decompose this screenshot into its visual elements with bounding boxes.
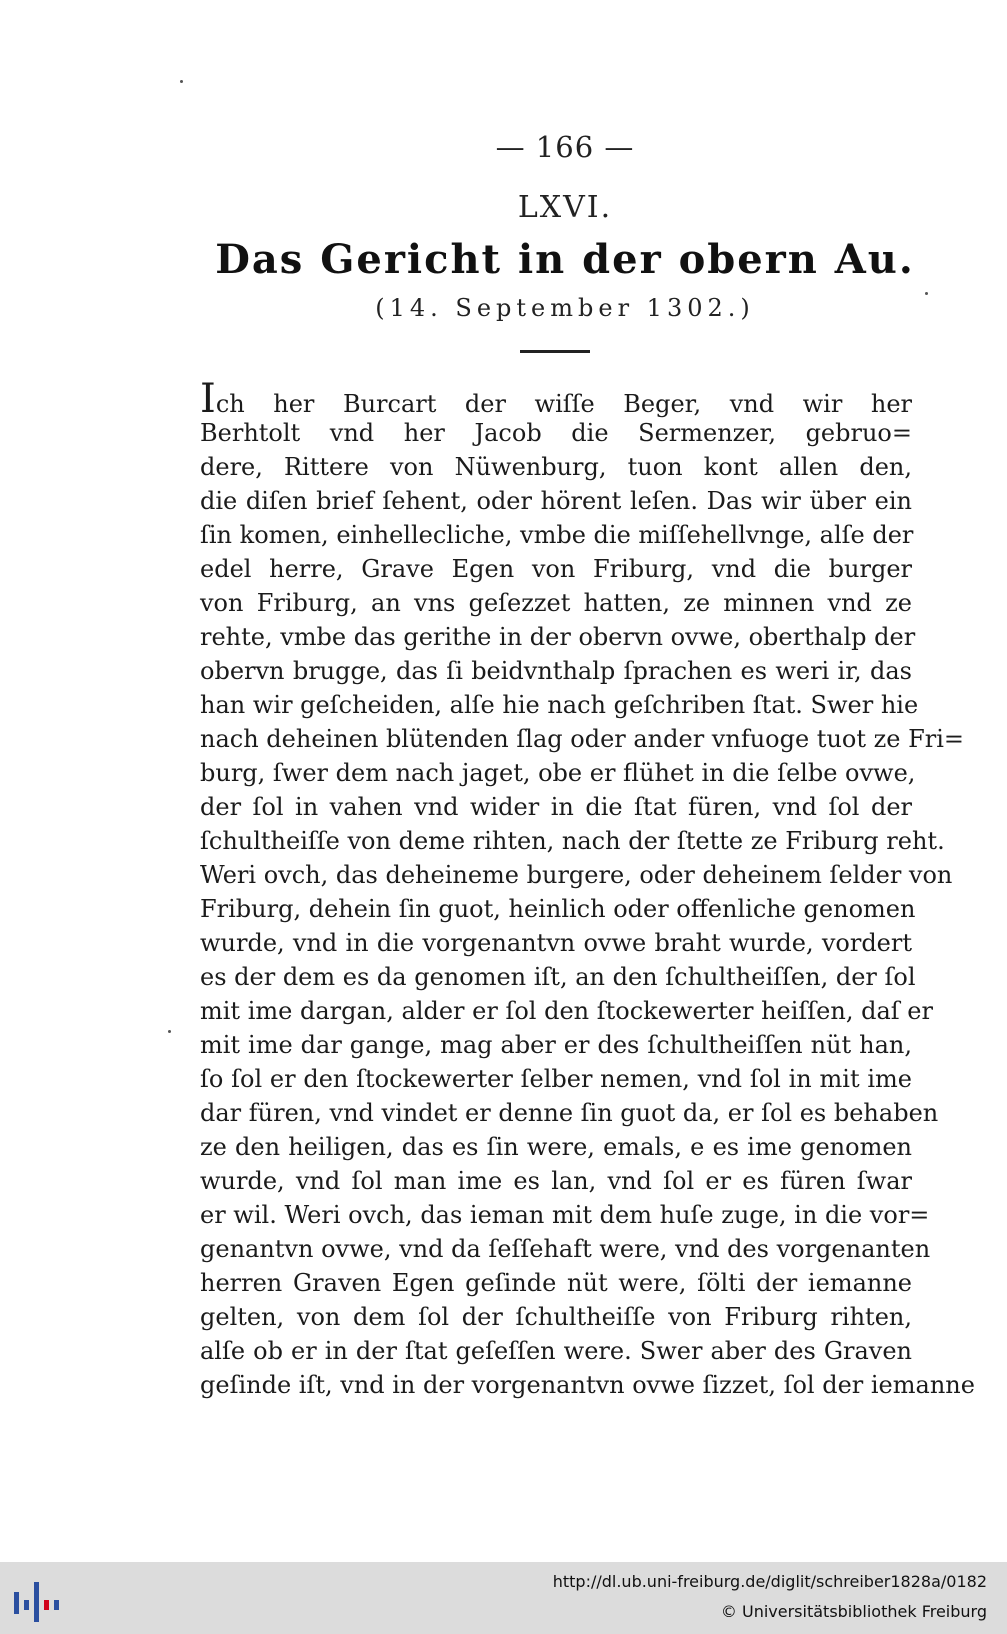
ub-freiburg-logo-icon <box>10 1574 64 1624</box>
body-line: es der dem es da genomen iſt, an den ſchultheiſſen, der ſol <box>200 963 916 991</box>
body-line: die diſen brief ſehent, oder hörent leſen. Das wir über ein <box>200 487 912 515</box>
body-line: han wir geſcheiden, alſe hie nach geſchriben ſtat. Swer hie <box>200 691 919 719</box>
body-line: wurde, vnd ſol man ime es lan, vnd ſol er es füren ſwar <box>200 1167 912 1195</box>
body-line: ſo ſol er den ſtockewerter ſelber nemen, vnd ſol in mit ime <box>200 1065 912 1093</box>
body-line: mit ime dar gange, mag aber er des ſchultheiſſen nüt han, <box>200 1031 912 1059</box>
body-line: von Friburg, an vns geſezzet hatten, ze minnen vnd ze <box>200 589 912 617</box>
body-line: edel herre, Grave Egen von Friburg, vnd die burger <box>200 555 912 583</box>
body-line: ſchultheiſſe von deme rihten, nach der ſtette ze Friburg reht. <box>200 827 945 855</box>
body-line: ſin komen, einhellecliche, vmbe die miſſehellvnge, alſe der <box>200 521 914 549</box>
body-line: wurde, vnd in die vorgenantvn ovwe braht wurde, vordert <box>200 929 912 957</box>
body-line: dar füren, vnd vindet er denne ſin guot da, er ſol es behaben <box>200 1099 939 1127</box>
scan-speck <box>168 1030 171 1033</box>
body-line: genantvn ovwe, vnd da ſeſſehaft were, vnd des vorgenanten <box>200 1235 931 1263</box>
body-line: er wil. Weri ovch, das ieman mit dem huſe zuge, in die vor= <box>200 1201 930 1229</box>
body-line: ze den heiligen, das es ſin were, emals, e es ime genomen <box>200 1133 912 1161</box>
title-divider-rule <box>520 350 590 353</box>
scan-speck <box>180 80 183 83</box>
footer-bar <box>0 1562 1007 1634</box>
body-line: der ſol in vahen vnd wider in die ſtat füren, vnd ſol der <box>200 793 912 821</box>
body-line: burg, ſwer dem nach jaget, obe er flühet in die ſelbe ovwe, <box>200 759 916 787</box>
chapter-date: (14. September 1302.) <box>375 294 755 322</box>
body-line: herren Graven Egen geſinde nüt were, ſölti der iemanne <box>200 1269 912 1297</box>
body-line: Ich her Burcart der wiſſe Beger, vnd wir her <box>200 376 912 422</box>
body-line: Berhtolt vnd her Jacob die Sermenzer, gebruo= <box>200 419 912 447</box>
body-line: obervn brugge, das ſi beidvnthalp ſprachen es weri ir, das <box>200 657 912 685</box>
page-number: — 166 — <box>495 130 635 164</box>
body-text <box>200 376 975 1402</box>
body-line: rehte, vmbe das gerithe in der obervn ovwe, oberthalp der <box>200 623 916 651</box>
body-line: gelten, von dem ſol der ſchultheiſſe von Friburg rihten, <box>200 1303 912 1331</box>
body-line: mit ime dargan, alder er ſol den ſtockewerter heiſſen, daſ er <box>200 997 933 1025</box>
chapter-numeral: LXVI. <box>517 190 613 225</box>
body-line: dere, Rittere von Nüwenburg, tuon kont allen den, <box>200 453 912 481</box>
footer-source-link[interactable]: http://dl.ub.uni-freiburg.de/diglit/schreiber1828a/0182 <box>552 1572 987 1591</box>
chapter-title: Das Gericht in der obern Au. <box>215 236 915 283</box>
body-line: alſe ob er in der ſtat geſeſſen were. Swer aber des Graven <box>200 1337 912 1365</box>
footer-copyright: © Universitätsbibliothek Freiburg <box>720 1602 987 1621</box>
body-line: Friburg, dehein ſin guot, heinlich oder offenliche genomen <box>200 895 916 923</box>
body-line: geſinde iſt, vnd in der vorgenantvn ovwe ſizzet, ſol der iemanne <box>200 1371 975 1399</box>
body-line: nach deheinen blütenden ſlag oder ander vnfuoge tuot ze Fri= <box>200 725 965 753</box>
body-line: Weri ovch, das deheineme burgere, oder deheinem ſelder von <box>200 861 953 889</box>
